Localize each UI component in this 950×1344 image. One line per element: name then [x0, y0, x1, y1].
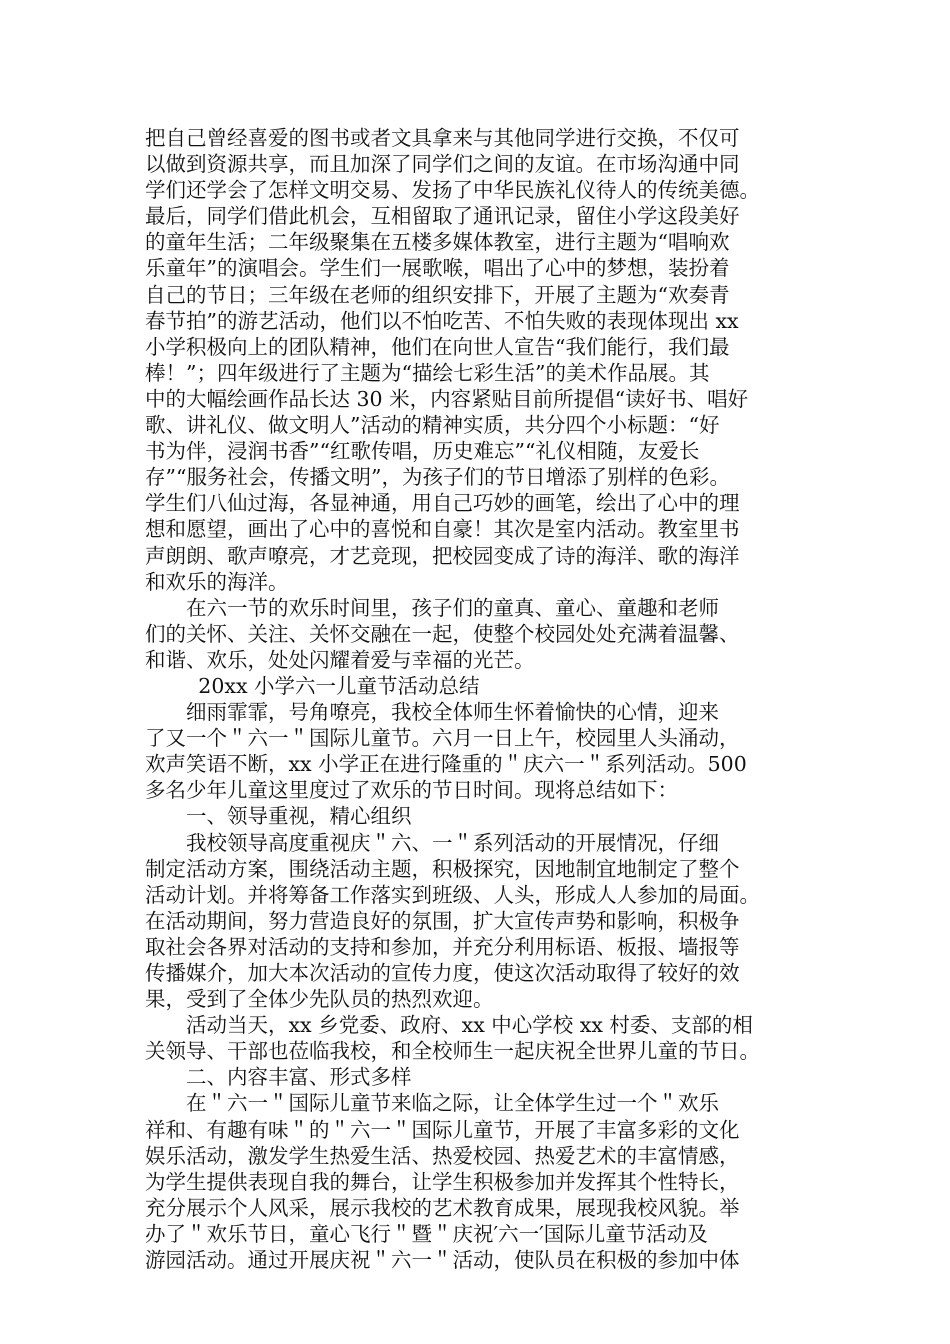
document-title: 20xx 小学六一儿童节活动总结 — [198, 673, 480, 698]
paragraph-activities-summary: 把自己曾经喜爱的图书或者文具拿来与其他同学进行交换，不仅可 以做到资源共享，而且加深了同学们之间的友谊。在市场沟通中同 学们还学会了怎样文明交易、发扬了中华民族礼仪待人的传统美德。 最后，同学们借此机会，互相留取了通讯记录，留住小学这段美好 的童年生活；二年级聚集在五楼多媒体教室，进行主题为“唱响欢 乐童年”的演唱会。学生们一展歌喉，唱出了心中的梦想，装扮着 自己的节日；三年级在老师的组织安排下，开展了主题为“欢奏青 春节拍”的游艺活动，他们以不怕吃苦、不怕失败的表现体现出 xx 小学积极向上的团队精神，他们在向世人宣告“我们能行，我们最 棒！”；四年级进行了主题为“描绘七彩生活”的美术作品展。其 中的大幅绘画作品长达 30 米，内容紧贴目前所提倡“读好书、唱好 歌、讲礼仪、做文明人”活动的精神实质，共分四个小标题：“好 书为伴，浸润书香”“红歌传唱，历史难忘”“礼仪相随，友爱长 存”“服务社会，传播文明”，为孩子们的节日增添了别样的色彩。 学生们八仙过海，各显神通，用自己巧妙的画笔，绘出了心中的理 想和愿望，画出了心中的喜悦和自豪！其次是室内活动。教室里书 声朗朗、歌声嘹亮，才艺竞现，把校园变成了诗的海洋、歌的海洋 和欢乐的海洋。 — [145, 126, 760, 594]
section-heading-leadership: 一、领导重视，精心组织 — [186, 804, 412, 829]
document-page — [145, 125, 810, 1273]
paragraph-introduction: 细雨霏霏，号角嘹亮，我校全体师生怀着愉快的心情，迎来 了又一个＂六一＂国际儿童节。六月一日上午，校园里人头涌动， 欢声笑语不断，xx 小学正在进行隆重的＂庆六一＂系列活动。500 多名少年儿童这里度过了欢乐的节日时间。现将总结如下： — [145, 700, 747, 803]
paragraph-content: 在＂六一＂国际儿童节来临之际，让全体学生过一个＂欢乐 祥和、有趣有味＂的＂六一＂国际儿童节，开展了丰富多彩的文化 娱乐活动，激发学生热爱生活、热爱校园、热爱艺术的丰富情感， 为学生提供表现自我的舞台，让学生积极参加并发挥其个性特长， 充分展示个人风采，展示我校的艺术教育成果，展现我校风貌。举 办了＂欢乐节日，童心飞行＂暨＂庆祝′六一′国际儿童节活动及 游园活动。通过开展庆祝＂六一＂活动，使队员在积极的参加中体 — [145, 1091, 740, 1273]
paragraph-guests: 活动当天，xx 乡党委、政府、xx 中心学校 xx 村委、支部的相 关领导、干部也莅临我校，和全校师生一起庆祝全世界儿童的节日。 — [145, 1013, 760, 1064]
section-heading-content: 二、内容丰富、形式多样 — [186, 1065, 412, 1090]
paragraph-leadership: 我校领导高度重视庆＂六、一＂系列活动的开展情况，仔细 制定活动方案，围绕活动主题，积极探究，因地制宜地制定了整个 活动计划。并将筹备工作落实到班级、人头，形成人人参加的局面。 在活动期间，努力营造良好的氛围，扩大宣传声势和影响，积极争 取社会各界对活动的支持和参加，并充分利用标语、板报、墙报等 传播媒介，加大本次活动的宣传力度，使这次活动取得了较好的效 果，受到了全体少先队员的热烈欢迎。 — [145, 830, 760, 1012]
paragraph-closing-remarks: 在六一节的欢乐时间里，孩子们的童真、童心、童趣和老师 们的关怀、关注、关怀交融在一起，使整个校园处处充满着温馨、 和谐、欢乐，处处闪耀着爱与幸福的光芒。 — [145, 595, 740, 672]
